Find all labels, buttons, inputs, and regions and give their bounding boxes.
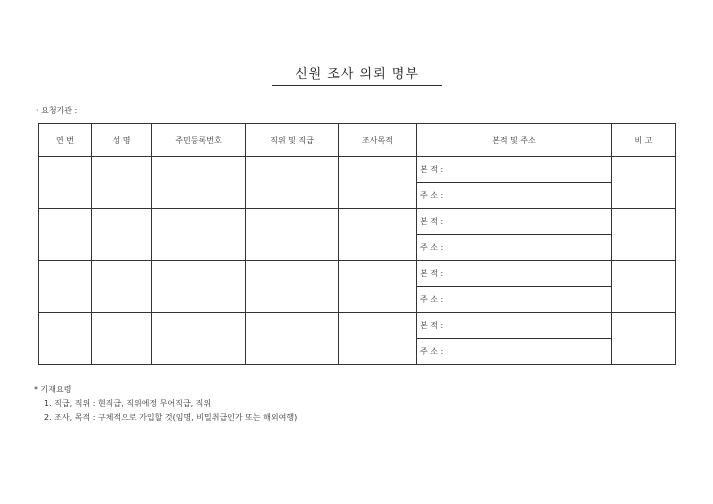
position-cell[interactable] [246,209,339,261]
resident-number-cell[interactable] [152,313,246,365]
purpose-cell[interactable] [339,261,417,313]
domicile-cell[interactable]: 본 적 : [417,157,612,183]
guideline-item: 1. 직급, 직위 : 현직급, 직위에정 무어직급, 직위 [44,399,212,408]
header-domicile-address: 본적 및 주소 [417,124,612,157]
document-title: 신원 조사 의뢰 명부 [295,67,419,82]
domicile-cell[interactable]: 본 적 : [417,261,612,287]
resident-number-cell[interactable] [152,209,246,261]
remarks-cell[interactable] [612,157,676,209]
serial-cell[interactable] [39,209,92,261]
name-cell[interactable] [92,157,152,209]
purpose-cell[interactable] [339,157,417,209]
domicile-cell[interactable]: 본 적 : [417,209,612,235]
header-resident-number: 주민등록번호 [152,124,246,157]
name-cell[interactable] [92,209,152,261]
guidelines-heading: * 기재요령 [34,385,72,394]
table-row [39,261,676,287]
serial-cell[interactable] [39,261,92,313]
position-cell[interactable] [246,261,339,313]
header-remarks: 비 고 [612,124,676,157]
table-row [39,209,676,235]
remarks-cell[interactable] [612,261,676,313]
requesting-agency-label: · 요청기관 : [36,106,78,115]
address-cell[interactable]: 주 소 : [417,287,612,313]
header-purpose: 조사목적 [339,124,417,157]
resident-number-cell[interactable] [152,261,246,313]
header-row [39,124,676,157]
table-row [39,157,676,183]
address-cell[interactable]: 주 소 : [417,235,612,261]
title-underline [272,85,442,86]
header-serial-number: 연 번 [39,124,92,157]
position-cell[interactable] [246,157,339,209]
remarks-cell[interactable] [612,209,676,261]
domicile-cell[interactable]: 본 적 : [417,313,612,339]
name-cell[interactable] [92,313,152,365]
writing-guidelines [34,383,297,425]
remarks-cell[interactable] [612,313,676,365]
table-row [39,313,676,339]
address-cell[interactable]: 주 소 : [417,183,612,209]
position-cell[interactable] [246,313,339,365]
resident-number-cell[interactable] [152,157,246,209]
name-cell[interactable] [92,261,152,313]
serial-cell[interactable] [39,313,92,365]
address-cell[interactable]: 주 소 : [417,339,612,365]
header-position-rank: 직위 및 직급 [246,124,339,157]
purpose-cell[interactable] [339,313,417,365]
request-table [38,123,676,365]
guideline-item: 2. 조사, 목적 : 구체적으로 가입할 것(임명, 비밀취급인가 또는 해외여행) [44,413,298,422]
serial-cell[interactable] [39,157,92,209]
header-name: 성 명 [92,124,152,157]
purpose-cell[interactable] [339,209,417,261]
